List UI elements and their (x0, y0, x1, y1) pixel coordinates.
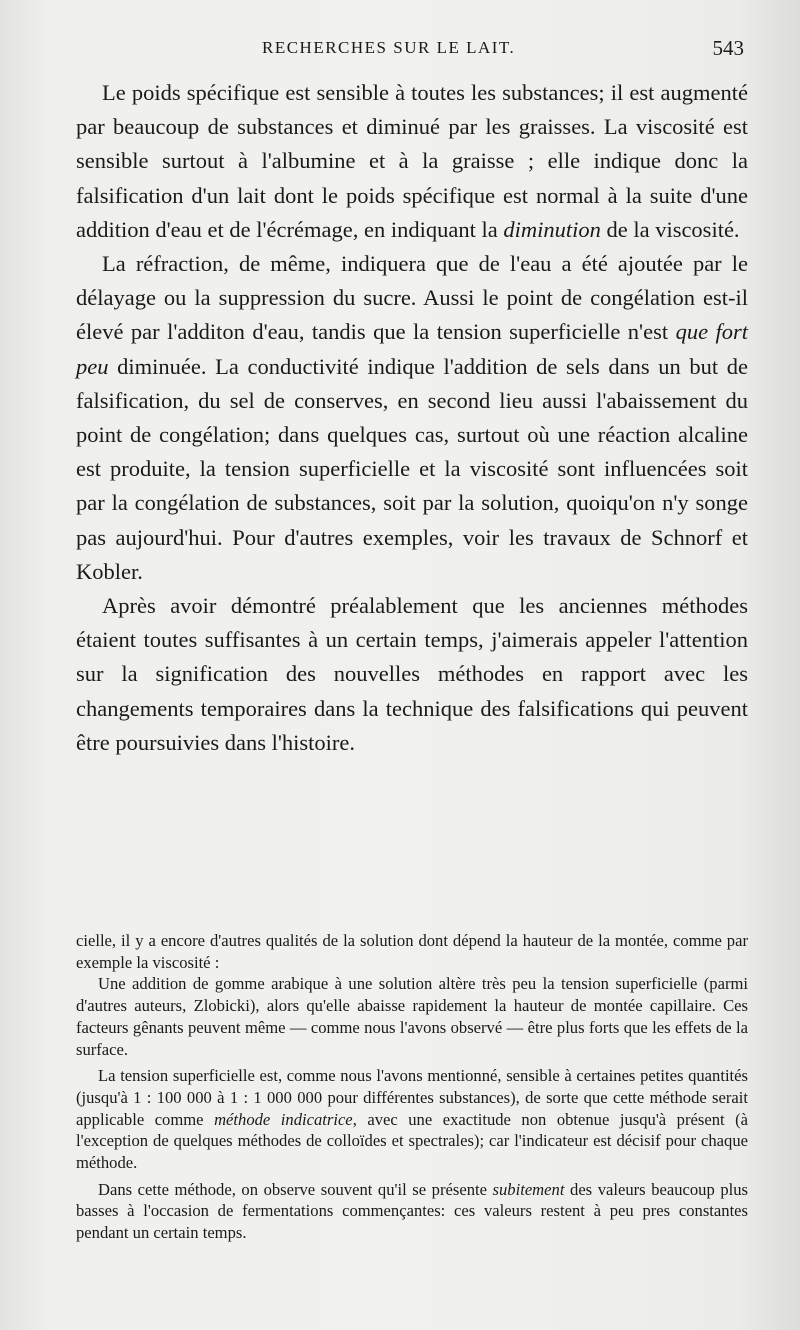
footnote-paragraph-2 (76, 973, 748, 1060)
paragraph-1 (76, 76, 748, 247)
paragraph-1-emphasis: diminution (503, 216, 601, 242)
main-text (76, 76, 748, 760)
footnotes (76, 930, 748, 1244)
paragraph-2 (76, 247, 748, 589)
running-title: RECHERCHES SUR LE LAIT. (262, 38, 516, 57)
paragraph-2-text: La réfraction, de même, indiquera que de l'eau a été ajoutée par le délayage ou la suppression du sucre. Aussi le point de congélation est-il élevé par l'additon d'eau, tandis que la tension superficielle n'est (76, 251, 748, 345)
footnote-2-text: Une addition de gomme arabique à une solution altère très peu la tension superficielle (parmi d'autres auteurs, Zlobicki), alors qu'elle abaisse rapidement la hauteur de montée capillaire. Ces facteurs gênants peuvent même — comme nous l'avons observé — être plus forts que les effets de la surface. (76, 974, 748, 1059)
paragraph-3-text: Après avoir démontré préalablement que les anciennes méthodes étaient toutes suffisantes à un certain temps, j'aimerais appeler l'attention sur la signification des nouvelles méthodes en rapport avec les changements temporaires dans la technique des falsifications qui peuvent être poursuivies dans l'histoire. (76, 593, 748, 755)
footnote-3-emphasis: méthode indicatrice (214, 1109, 353, 1129)
footnote-3-after: , avec une exactitude non obtenue jusqu'à présent (à l'exception de quelques méthodes de colloïdes et spectrales); car l'indicateur est décisif pour chaque méthode. (76, 1109, 749, 1173)
footnote-1-text: cielle, il y a encore d'autres qualités de la solution dont dépend la hauteur de la montée, comme par exemple la viscosité : (76, 931, 748, 972)
footnote-3-text: La tension superficielle est, comme nous l'avons mentionné, sensible à certaines petites quantités (jusqu'à 1 : 100 000 à 1 : 1 000 000 pour différentes substances), de sorte que cette méthode serait applicable comme (76, 1066, 748, 1129)
page-number: 543 (712, 36, 744, 60)
footnote-paragraph-3 (76, 1065, 748, 1174)
footnote-4-emphasis: subitement (492, 1179, 565, 1199)
footnote-4-after: des valeurs beaucoup plus basses à l'occasion de fermentations commençantes: ces valeurs restent à peu pres constantes pendant un certain temps. (76, 1179, 748, 1243)
paragraph-3 (76, 589, 748, 760)
paragraph-1-text: Le poids spécifique est sensible à toutes les substances; il est augmenté par beaucoup de substances et diminué par les graisses. La viscosité est sensible surtout à l'albumine et à la graisse ; elle indique donc la falsification d'un lait dont le poids spécifique est normal à la suite d'une addition d'eau et de l'écrémage, en indiquant la (76, 80, 748, 242)
footnote-continuation (76, 930, 748, 973)
paragraph-2-emphasis: que fort peu (76, 319, 749, 379)
footnote-paragraph-4 (76, 1179, 748, 1244)
paragraph-1-after: de la viscosité. (600, 216, 740, 242)
footnote-4-text: Dans cette méthode, on observe souvent qu'il se présente (98, 1179, 493, 1199)
running-head (76, 38, 744, 66)
paragraph-2-after: diminuée. La conductivité indique l'addition de sels dans un but de falsification, du sel de conserves, en second lieu aussi l'abaissement du point de congélation; dans quelques cas, surtout où une réaction alcaline est produite, la tension superficielle et la viscosité sont influencées soit par la congélation de substances, soit par la solution, quoiqu'on n'y songe pas aujourd'hui. Pour d'autres exemples, voir les travaux de Schnorf et Kobler. (76, 353, 748, 584)
